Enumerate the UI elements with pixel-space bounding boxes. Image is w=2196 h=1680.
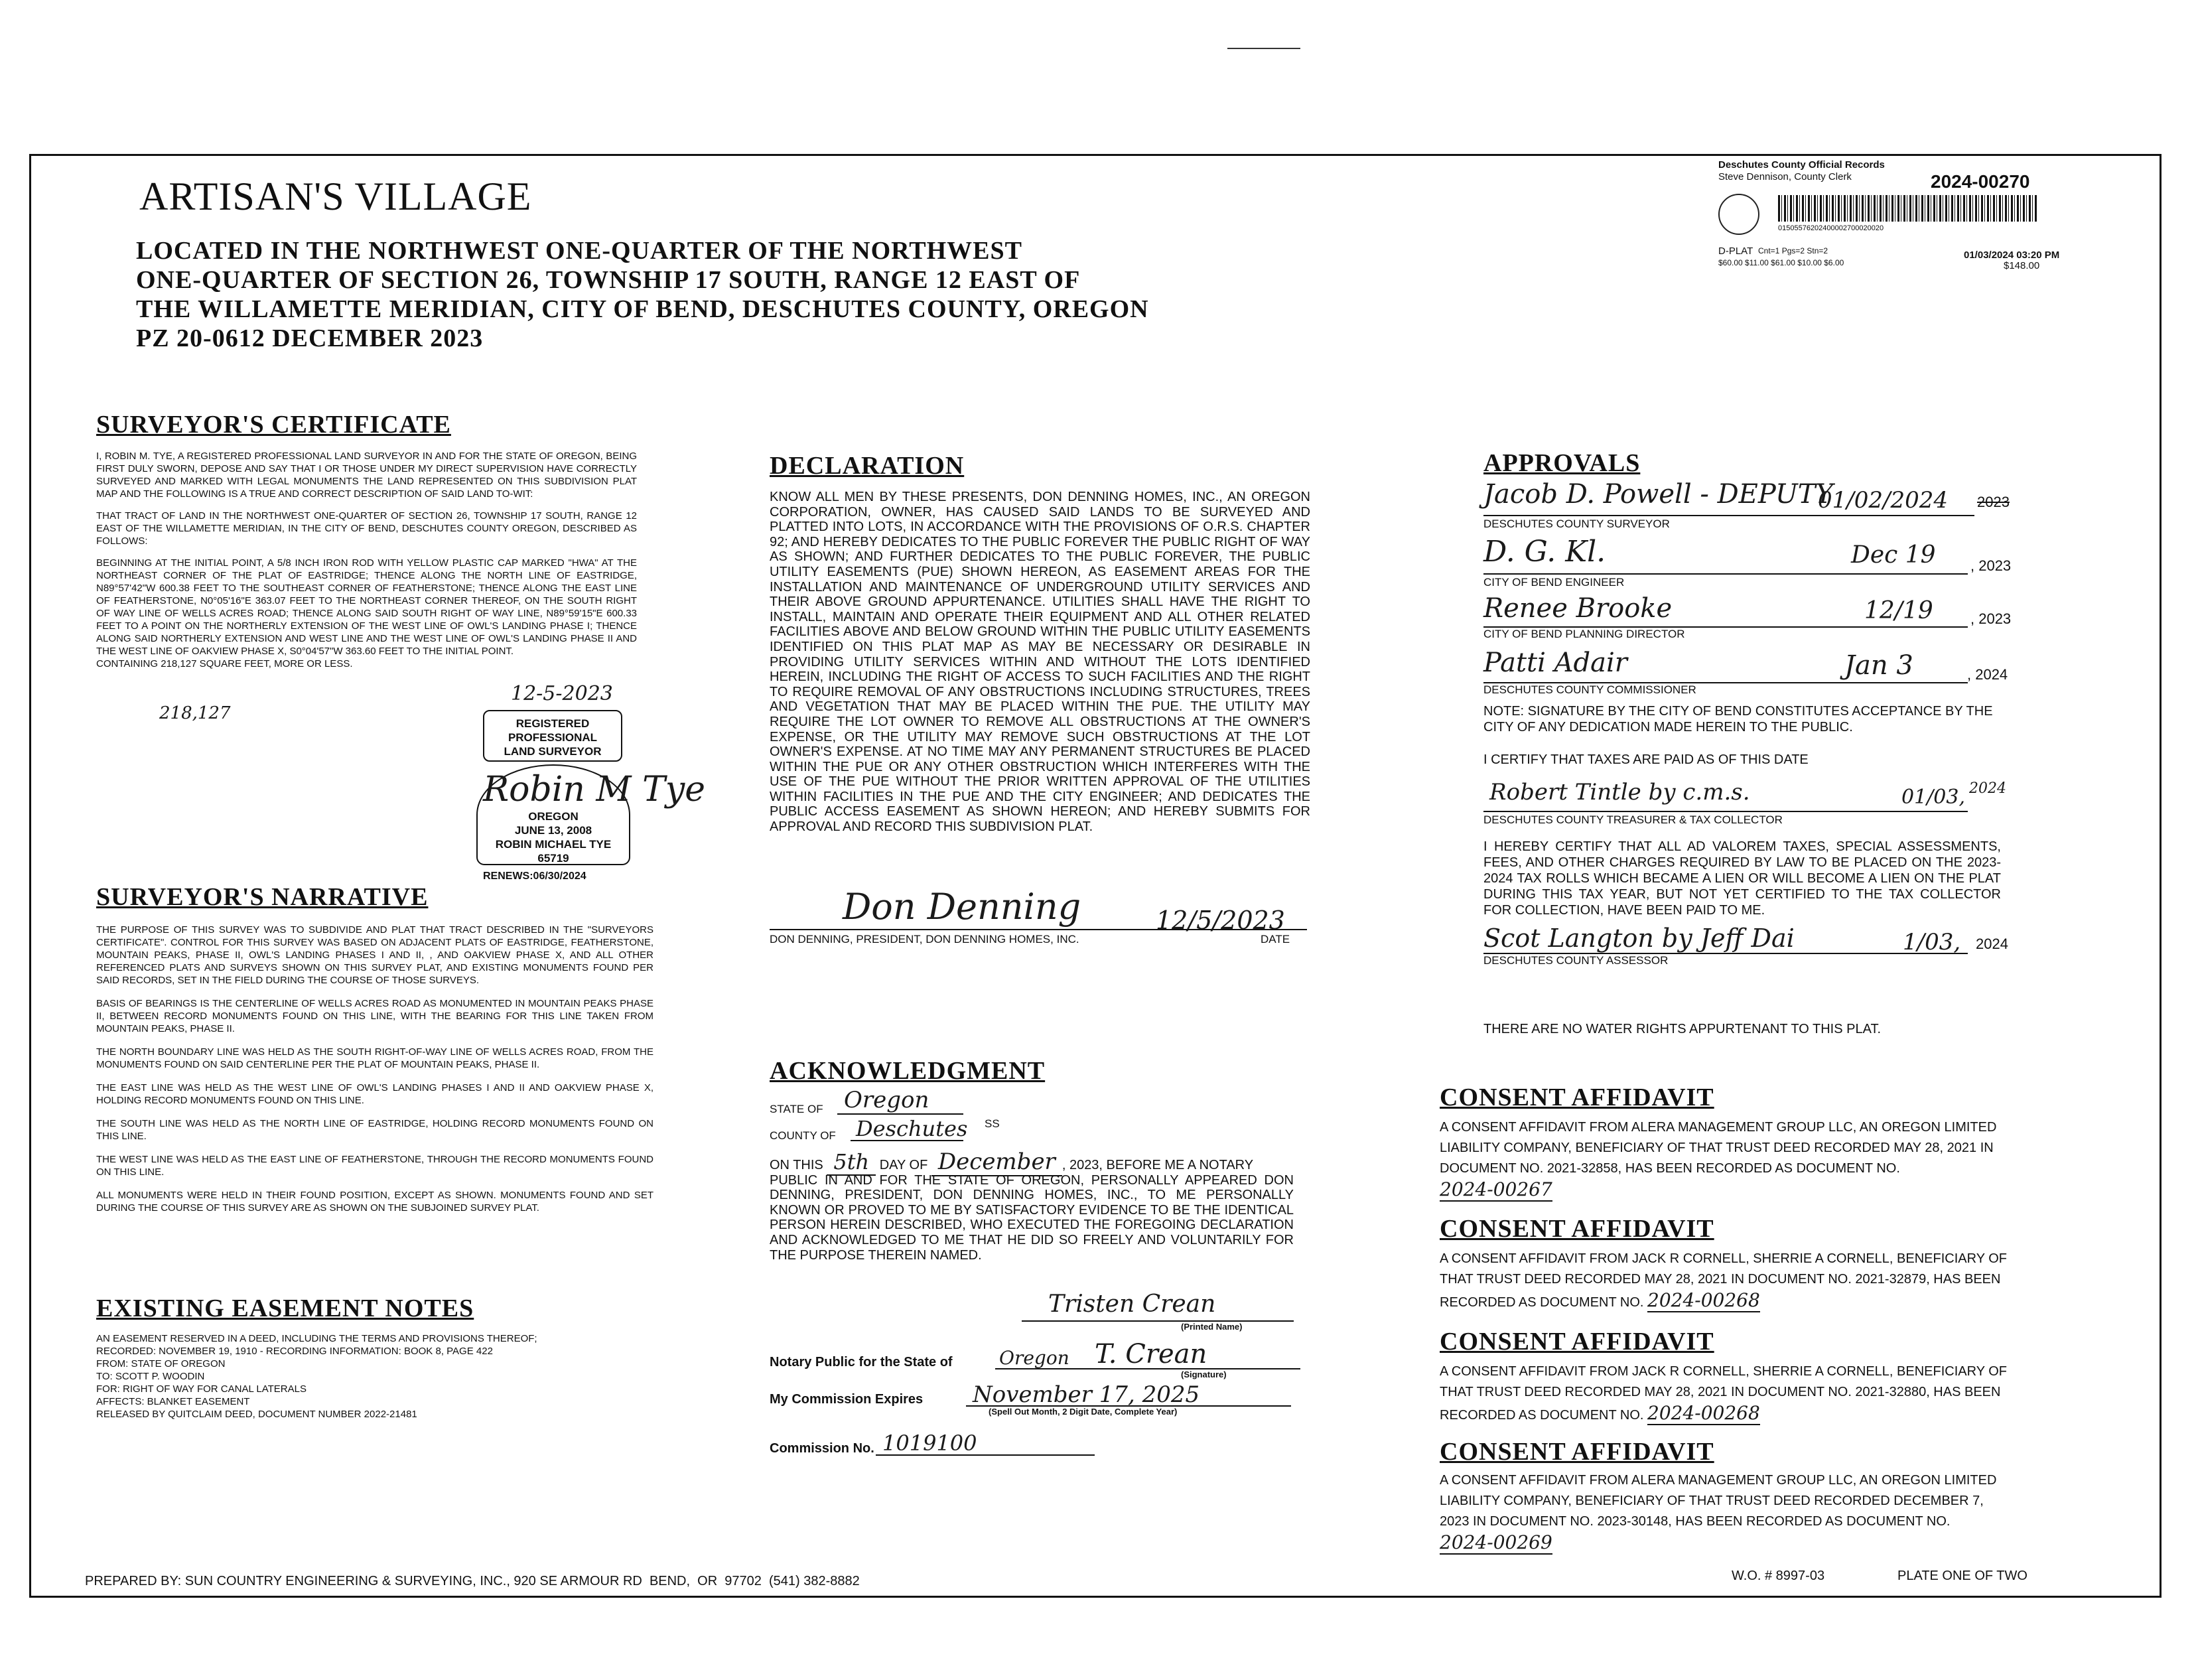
declaration-heading: DECLARATION <box>770 452 965 480</box>
narrative-paragraph: BASIS OF BEARINGS IS THE CENTERLINE OF WELLS ACRES ROAD AS MONUMENTED IN MOUNTAIN PEAKS PHASE II, BETWEEN RECORD MONUMENTS FOUND ON THIS LINE, WITH THE BEARING FOR THIS LINE TAKEN FROM MOUNTAIN PEAKS, PHASE II. <box>96 998 653 1034</box>
consent-text: A CONSENT AFFIDAVIT FROM ALERA MANAGEMENT GROUP LLC, AN OREGON LIMITED LIABILITY COMPANY, BENEFICIARY OF THAT TRUST DEED RECORDED MAY 28, 2021 IN DOCUMENT NO. 2021-32858, HAS BEEN RECORDED AS DOCUMENT NO. <box>1440 1120 1997 1176</box>
ack-month: December <box>931 1149 1062 1176</box>
consent-affidavit-text <box>1440 1249 2010 1313</box>
ack-state-value: Oregon <box>844 1087 929 1113</box>
stamp-date: JUNE 13, 2008 <box>514 824 592 837</box>
barcode-number: 01505576202400002700020020 <box>1778 224 1884 232</box>
consent-text: A CONSENT AFFIDAVIT FROM JACK R CORNELL, SHERRIE A CORNELL, BENEFICIARY OF THAT TRUST DEED RECORDED MAY 28, 2021 IN DOCUMENT NO. 2021-32880, HAS BEEN RECORDED AS DOCUMENT NO. <box>1440 1364 2008 1423</box>
declaration-signature-line <box>770 929 1307 930</box>
approval-line <box>1483 573 1968 575</box>
consent-doc-number: 2024-00268 <box>1647 1402 1760 1424</box>
ack-year-rest: , 2023, BEFORE ME A NOTARY <box>1062 1158 1254 1172</box>
stamp-state: OREGON <box>528 810 579 823</box>
ack-day-of: DAY OF <box>879 1158 928 1172</box>
ack-state-label: STATE OF <box>770 1103 823 1115</box>
recording-counts: Cnt=1 Pgs=2 Stn=2 <box>1758 246 1828 255</box>
certificate-date-handwritten: 12-5-2023 <box>511 682 613 705</box>
commission-hint: (Spell Out Month, 2 Digit Date, Complete Year) <box>989 1407 1178 1417</box>
treasurer-label: DESCHUTES COUNTY TREASURER & TAX COLLECTOR <box>1483 813 1783 826</box>
approval-signature: D. G. Kl. <box>1483 535 1606 569</box>
plat-subtitle: LOCATED IN THE NORTHWEST ONE-QUARTER OF THE NORTHWEST ONE-QUARTER OF SECTION 26, TOWNSHIP 17 SOUTH, RANGE 12 EAST OF THE WILLAMETTE MERIDIAN, CITY OF BEND, DESCHUTES COUNTY, OREGON PZ 20-0612 DECEMBER 2023 <box>136 237 1149 352</box>
consent-doc-number: 2024-00268 <box>1647 1289 1760 1311</box>
surveyor-narrative-heading: SURVEYOR'S NARRATIVE <box>96 883 429 911</box>
approval-label: DESCHUTES COUNTY SURVEYOR <box>1483 518 1670 530</box>
approval-signature: Patti Adair <box>1483 648 1627 678</box>
approval-date: Jan 3 <box>1844 650 1913 681</box>
easement-line: AFFECTS: BLANKET EASEMENT <box>96 1396 250 1407</box>
assessor-signature: Scot Langton by Jeff Dai <box>1483 924 1795 953</box>
recording-office: Deschutes County Official Records <box>1718 159 1885 171</box>
consent-affidavit-text <box>1440 1362 2010 1426</box>
recording-type: D-PLAT <box>1718 245 1753 257</box>
commission-no-line <box>876 1454 1095 1456</box>
treasurer-year: 2024 <box>1969 780 2006 797</box>
stamp-number: 65719 <box>537 852 569 865</box>
ack-body <box>770 1149 1294 1263</box>
approval-year: , 2024 <box>1967 666 2008 683</box>
easement-notes-body <box>96 1332 653 1421</box>
declaration-signature: Don Denning <box>843 886 1081 928</box>
ack-county-line <box>851 1140 963 1141</box>
notary-state: Oregon <box>999 1347 1069 1369</box>
approval-line <box>1483 515 1974 516</box>
area-handwritten: 218,127 <box>159 703 231 723</box>
surveyor-signature: Robin M Tye <box>483 770 706 809</box>
consent-affidavit-heading: CONSENT AFFIDAVIT <box>1440 1215 1714 1243</box>
approval-signature: Renee Brooke <box>1483 593 1673 624</box>
approval-label: CITY OF BEND ENGINEER <box>1483 576 1625 589</box>
recording-datetime: 01/03/2024 03:20 PM <box>1964 249 2060 261</box>
declaration-date-label: DATE <box>1261 933 1290 945</box>
surveyor-stamp-top: REGISTERED PROFESSIONAL LAND SURVEYOR <box>483 710 622 762</box>
ack-day: 5th <box>827 1149 876 1176</box>
treasurer-date: 01/03, <box>1901 786 1965 809</box>
consent-affidavit-text <box>1440 1117 1997 1202</box>
commission-no-value: 1019100 <box>882 1431 977 1456</box>
easement-line: TO: SCOTT P. WOODIN <box>96 1371 205 1382</box>
narrative-paragraph: THE PURPOSE OF THIS SURVEY WAS TO SUBDIVIDE AND PLAT THAT TRACT DESCRIBED IN THE "SURVEYORS CERTIFICATE". CONTROL FOR THIS SURVEY WAS BASED ON ADJACENT PLATS OF EASTRIDGE, FEATHERSTONE, MOUNTAIN PEAKS, PHASE II, OWL'S LANDING PHASES I AND II, , AND OAKVIEW PHASE X, AND ALL OTHER REFERENCED PLATS AND SURVEYS SHOWN ON THIS SURVEY PLAT, AND EXISTING MONUMENTS FOUND PER SAID RECORDS, SET IN THE FIELD DURING THE COURSE OF THOSE SURVEYS. <box>96 924 653 986</box>
narrative-paragraph: THE WEST LINE WAS HELD AS THE EAST LINE OF FEATHERSTONE, THROUGH THE RECORD MONUMENTS FOUND ON THIS LINE. <box>96 1154 653 1178</box>
declaration-signer-label: DON DENNING, PRESIDENT, DON DENNING HOMES, INC. <box>770 933 1079 945</box>
surveyor-certificate-heading: SURVEYOR'S CERTIFICATE <box>96 411 451 439</box>
certificate-paragraph: I, ROBIN M. TYE, A REGISTERED PROFESSIONAL LAND SURVEYOR IN AND FOR THE STATE OF OREGON, BEING FIRST DULY SWORN, DEPOSE AND SAY THAT I OR THOSE UNDER MY DIRECT SUPERVISION HAVE CORRECTLY SURVEYED AND MARKED WITH LEGAL MONUMENTS THE LAND REPRESENTED ON THIS SUBDIVISION PLAT MAP AND THE FOLLOWING IS A TRUE AND CORRECT DESCRIPTION OF SAID LAND TO-WIT: <box>96 451 637 500</box>
surveyor-narrative-body <box>96 924 653 1214</box>
ack-county-label: COUNTY OF <box>770 1129 836 1142</box>
easement-line: FROM: STATE OF OREGON <box>96 1358 226 1369</box>
approval-signature: Jacob D. Powell - DEPUTY <box>1483 479 1833 510</box>
easement-line: RELEASED BY QUITCLAIM DEED, DOCUMENT NUMBER 2022-21481 <box>96 1409 417 1420</box>
easement-notes-heading: EXISTING EASEMENT NOTES <box>96 1295 474 1322</box>
approval-year: , 2023 <box>1970 557 2012 574</box>
notary-label: Notary Public for the State of <box>770 1355 953 1369</box>
certificate-paragraph: CONTAINING 218,127 SQUARE FEET, MORE OR LESS. <box>96 658 353 669</box>
narrative-paragraph: THE SOUTH LINE WAS HELD AS THE NORTH LINE OF EASTRIDGE, HOLDING RECORD MONUMENTS FOUND ON THIS LINE. <box>96 1118 653 1142</box>
declaration-sig-date: 12/5/2023 <box>1156 906 1285 935</box>
approval-date: 01/02/2024 <box>1818 487 1948 514</box>
approvals-note: NOTE: SIGNATURE BY THE CITY OF BEND CONSTITUTES ACCEPTANCE BY THE CITY OF ANY DEDICATION MADE HEREIN TO THE PUBLIC. <box>1483 704 1993 735</box>
consent-affidavit-heading: CONSENT AFFIDAVIT <box>1440 1084 1714 1111</box>
consent-text: A CONSENT AFFIDAVIT FROM ALERA MANAGEMENT GROUP LLC, AN OREGON LIMITED LIABILITY COMPANY, BENEFICIARY OF THAT TRUST DEED RECORDED DECEMBER 7, 2023 IN DOCUMENT NO. 2023-30148, HAS BEEN RECORDED AS DOCUMENT NO. <box>1440 1473 1997 1529</box>
assessor-certify-text: I HEREBY CERTIFY THAT ALL AD VALOREM TAXES, SPECIAL ASSESSMENTS, FEES, AND OTHER CHARGES REQUIRED BY LAW TO BE PLACED ON THE 2023-2024 TAX ROLLS WHICH BECAME A LIEN OR WILL BECOME A LIEN ON THE PLAT DURING THIS TAX YEAR, BUT NOT YET CERTIFIED TO THE TAX COLLECTOR FOR COLLECTION, HAVE BEEN PAID TO ME. <box>1483 839 2001 918</box>
assessor-year: 2024 <box>1976 936 2008 952</box>
consent-affidavit-heading: CONSENT AFFIDAVIT <box>1440 1328 1714 1356</box>
assessor-date: 1/03, <box>1903 929 1961 955</box>
ack-first-line <box>770 1149 1294 1175</box>
recording-fees: $60.00 $11.00 $61.00 $10.00 $6.00 <box>1718 258 1844 267</box>
easement-line: FOR: RIGHT OF WAY FOR CANAL LATERALS <box>96 1383 307 1395</box>
ack-on-this: ON THIS <box>770 1158 823 1172</box>
stamp-renews: RENEWS:06/30/2024 <box>483 871 586 882</box>
ack-paragraph: PUBLIC IN AND FOR THE STATE OF OREGON, PERSONALLY APPEARED DON DENNING, PRESIDENT, DON DENNING HOMES, INC., TO ME PERSONALLY KNOWN OR PROVED TO ME BY SATISFACTORY EVIDENCE TO BE THE IDENTICAL PERSON HEREIN DESCRIBED, WHO EXECUTED THE FOREGOING DECLARATION AND ACKNOWLEDGED TO ME THAT HE DID SO FREELY AND VOLUNTARILY FOR THE PURPOSE THEREIN NAMED. <box>770 1172 1294 1263</box>
treasurer-line <box>1483 811 1968 812</box>
recording-doc-number: 2024-00270 <box>1931 171 2030 192</box>
county-seal-icon <box>1718 194 1759 235</box>
commission-no-label: Commission No. <box>770 1441 874 1456</box>
approval-year: , 2023 <box>1970 610 2012 627</box>
declaration-text: KNOW ALL MEN BY THESE PRESENTS, DON DENNING HOMES, INC., AN OREGON CORPORATION, OWNER, HAS CAUSED SAID LANDS TO BE SURVEYED AND PLATTED INTO LOTS, IN ACCORDANCE WITH THE PROVISIONS OF O.R.S. CHAPTER 92; AND HEREBY DEDICATES TO THE PUBLIC FOREVER THE PUBLIC RIGHT OF WAY AS SHOWN; AND FURTHER DEDICATES TO THE PUBLIC FOREVER, THE PUBLIC UTILITY EASEMENTS (PUE) SHOWN HEREON, AS EASEMENT AREAS FOR THE INSTALLATION AND MAINTENANCE OF UNDERGROUND UTILITY SERVICES AND THEIR ABOVE GROUND APPURTENANCE. UTILITIES SHALL HAVE THE RIGHT TO INSTALL, MAINTAIN AND OPERATE THEIR EQUIPMENT AND ALL OTHER RELATED FACILITIES ABOVE AND BELOW GROUND WITHIN THE PUBLIC UTILITY EASEMENTS IDENTIFIED ON THIS PLAT MAP AS MAY BE NECESSARY OR DESIRABLE IN PROVIDING UTILITY SERVICES WITHIN AND WITHOUT THE LOTS IDENTIFIED HEREIN, INCLUDING THE RIGHT OF ACCESS TO SUCH FACILITIES AND THE RIGHT TO REQUIRE REMOVAL OF ANY OBSTRUCTIONS INCLUDING STRUCTURES, TREES AND VEGETATION THAT MAY BE PLACED WITHIN THE PUE. THE UTILITY MAY REQUIRE THE LOT OWNER TO REMOVE ALL OBSTRUCTIONS AT THE OWNER'S EXPENSE, OR THE UTILITY MAY REMOVE SUCH OBSTRUCTIONS AT THE LOT OWNER'S EXPENSE. AT NO TIME MAY ANY PERMANENT STRUCTURES BE PLACED WITHIN THE PUE OR ANY OTHER OBSTRUCTION WHICH INTERFERES WITH THE USE OF THE PUE WITHOUT THE PRIOR WRITTEN APPROVAL OF THE UTILITIES WITHIN FACILITIES IN THE PUE AND THE CITY ENGINEER; AND DEDICATES THE PUBLIC ACCESS EASEMENT AS SHOWN HEREON; AND HEREBY SUBMITS FOR APPROVAL AND RECORD THIS SUBDIVISION PLAT. <box>770 490 1310 835</box>
commission-expires-label: My Commission Expires <box>770 1392 924 1407</box>
consent-text: A CONSENT AFFIDAVIT FROM JACK R CORNELL, SHERRIE A CORNELL, BENEFICIARY OF THAT TRUST DEED RECORDED MAY 28, 2021 IN DOCUMENT NO. 2021-32879, HAS BEEN RECORDED AS DOCUMENT NO. <box>1440 1251 2008 1310</box>
plate-number: PLATE ONE OF TWO <box>1897 1569 2027 1583</box>
ack-ss: SS <box>985 1117 1000 1130</box>
commission-expires-value: November 17, 2025 <box>973 1381 1200 1408</box>
consent-doc-number: 2024-00267 <box>1440 1178 1552 1200</box>
printed-name-line <box>1022 1320 1294 1322</box>
notary-signature-line <box>995 1368 1300 1369</box>
approval-label: DESCHUTES COUNTY COMMISSIONER <box>1483 683 1696 696</box>
notary-signature: T. Crean <box>1095 1339 1207 1369</box>
work-order: W.O. # 8997-03 <box>1732 1569 1825 1583</box>
taxes-paid-text: I CERTIFY THAT TAXES ARE PAID AS OF THIS DATE <box>1483 752 1809 767</box>
easement-line: RECORDED: NOVEMBER 19, 1910 - RECORDING INFORMATION: BOOK 8, PAGE 422 <box>96 1346 493 1357</box>
consent-affidavit-text <box>1440 1470 1997 1555</box>
acknowledgment-heading: ACKNOWLEDGMENT <box>770 1057 1046 1085</box>
stamp-name: ROBIN MICHAEL TYE <box>495 838 612 851</box>
signature-label: (Signature) <box>1181 1369 1227 1379</box>
easement-line: AN EASEMENT RESERVED IN A DEED, INCLUDING THE TERMS AND PROVISIONS THEREOF; <box>96 1333 537 1344</box>
page-top-mark <box>1227 48 1300 49</box>
barcode-icon <box>1778 195 2037 222</box>
water-rights-text: THERE ARE NO WATER RIGHTS APPURTENANT TO THIS PLAT. <box>1483 1022 1882 1036</box>
recording-total: $148.00 <box>2004 260 2040 271</box>
surveyor-certificate-body <box>96 450 637 670</box>
consent-affidavit-heading: CONSENT AFFIDAVIT <box>1440 1438 1714 1466</box>
printed-name-label: (Printed Name) <box>1181 1322 1243 1332</box>
plat-title: ARTISAN'S VILLAGE <box>139 175 532 218</box>
recording-stamp <box>1718 159 2090 292</box>
narrative-paragraph: THE NORTH BOUNDARY LINE WAS HELD AS THE SOUTH RIGHT-OF-WAY LINE OF WELLS ACRES ROAD, FROM THE MONUMENTS FOUND ON SAID CENTERLINE PER THE PLAT OF MOUNTAIN PEAKS, PHASE II. <box>96 1046 653 1070</box>
narrative-paragraph: THE EAST LINE WAS HELD AS THE WEST LINE OF OWL'S LANDING PHASES I AND II AND OAKVIEW PHASE X, HOLDING RECORD MONUMENTS FOUND ON THIS LINE. <box>96 1082 653 1106</box>
assessor-label: DESCHUTES COUNTY ASSESSOR <box>1483 954 1669 967</box>
prepared-by: PREPARED BY: SUN COUNTRY ENGINEERING & SURVEYING, INC., 920 SE ARMOUR RD BEND, OR 97702 (541) 382-8882 <box>85 1574 860 1588</box>
approval-date: Dec 19 <box>1851 541 1936 569</box>
treasurer-signature: Robert Tintle by c.m.s. <box>1489 779 1750 805</box>
approval-year: 2023 <box>1977 494 2010 510</box>
recording-clerk: Steve Dennison, County Clerk <box>1718 171 1852 182</box>
certificate-paragraph: THAT TRACT OF LAND IN THE NORTHWEST ONE-QUARTER OF SECTION 26, TOWNSHIP 17 SOUTH, RANGE 12 EAST OF THE WILLAMETTE MERIDIAN, IN THE CITY OF BEND, DESCHUTES COUNTY OREGON, DESCRIBED AS FOLLOWS: <box>96 510 637 547</box>
ack-state-line <box>837 1113 963 1115</box>
approvals-heading: APPROVALS <box>1483 449 1641 477</box>
consent-doc-number: 2024-00269 <box>1440 1531 1552 1553</box>
ack-county-value: Deschutes <box>856 1116 968 1141</box>
ack-printed-name: Tristen Crean <box>1048 1291 1216 1318</box>
certificate-paragraph: BEGINNING AT THE INITIAL POINT, A 5/8 INCH IRON ROD WITH YELLOW PLASTIC CAP MARKED "HWA" AT THE NORTHEAST CORNER OF THE PLAT OF EASTRIDGE; THENCE ALONG THE NORTH LINE OF EASTRIDGE, N89°57'42"W 600.38 FEET TO THE SOUTHEAST CORNER OF FEATHERSTONE; THENCE ALONG THE EAST LINE OF FEATHERSTONE, N0°05'16"E 363.07 FEET TO THE NORTHEAST CORNER THEREOF, ON THE SOUTH RIGHT OF WAY LINE OF WELLS ACRES ROAD; THENCE ALONG SAID SOUTH RIGHT OF WAY LINE, N89°59'15"E 600.33 FEET TO A POINT ON THE NORTHERLY EXTENSION OF THE WEST LINE OF OWL'S LANDING PHASE I; THENCE ALONG SAID NORTHERLY EXTENSION AND WEST LINE AND THE WEST LINE OF OWL'S LANDING PHASE II AND THE WEST LINE OF OAKVIEW PHASE X, S0°04'57"W 363.60 FEET TO THE INITIAL POINT. <box>96 557 637 657</box>
approval-date: 12/19 <box>1864 597 1933 624</box>
approval-label: CITY OF BEND PLANNING DIRECTOR <box>1483 628 1685 640</box>
narrative-paragraph: ALL MONUMENTS WERE HELD IN THEIR FOUND POSITION, EXCEPT AS SHOWN. MONUMENTS FOUND AND SET DURING THE COURSE OF THIS SURVEY ARE AS SHOWN ON THE SUBJOINED SURVEY PLAT. <box>96 1190 653 1214</box>
